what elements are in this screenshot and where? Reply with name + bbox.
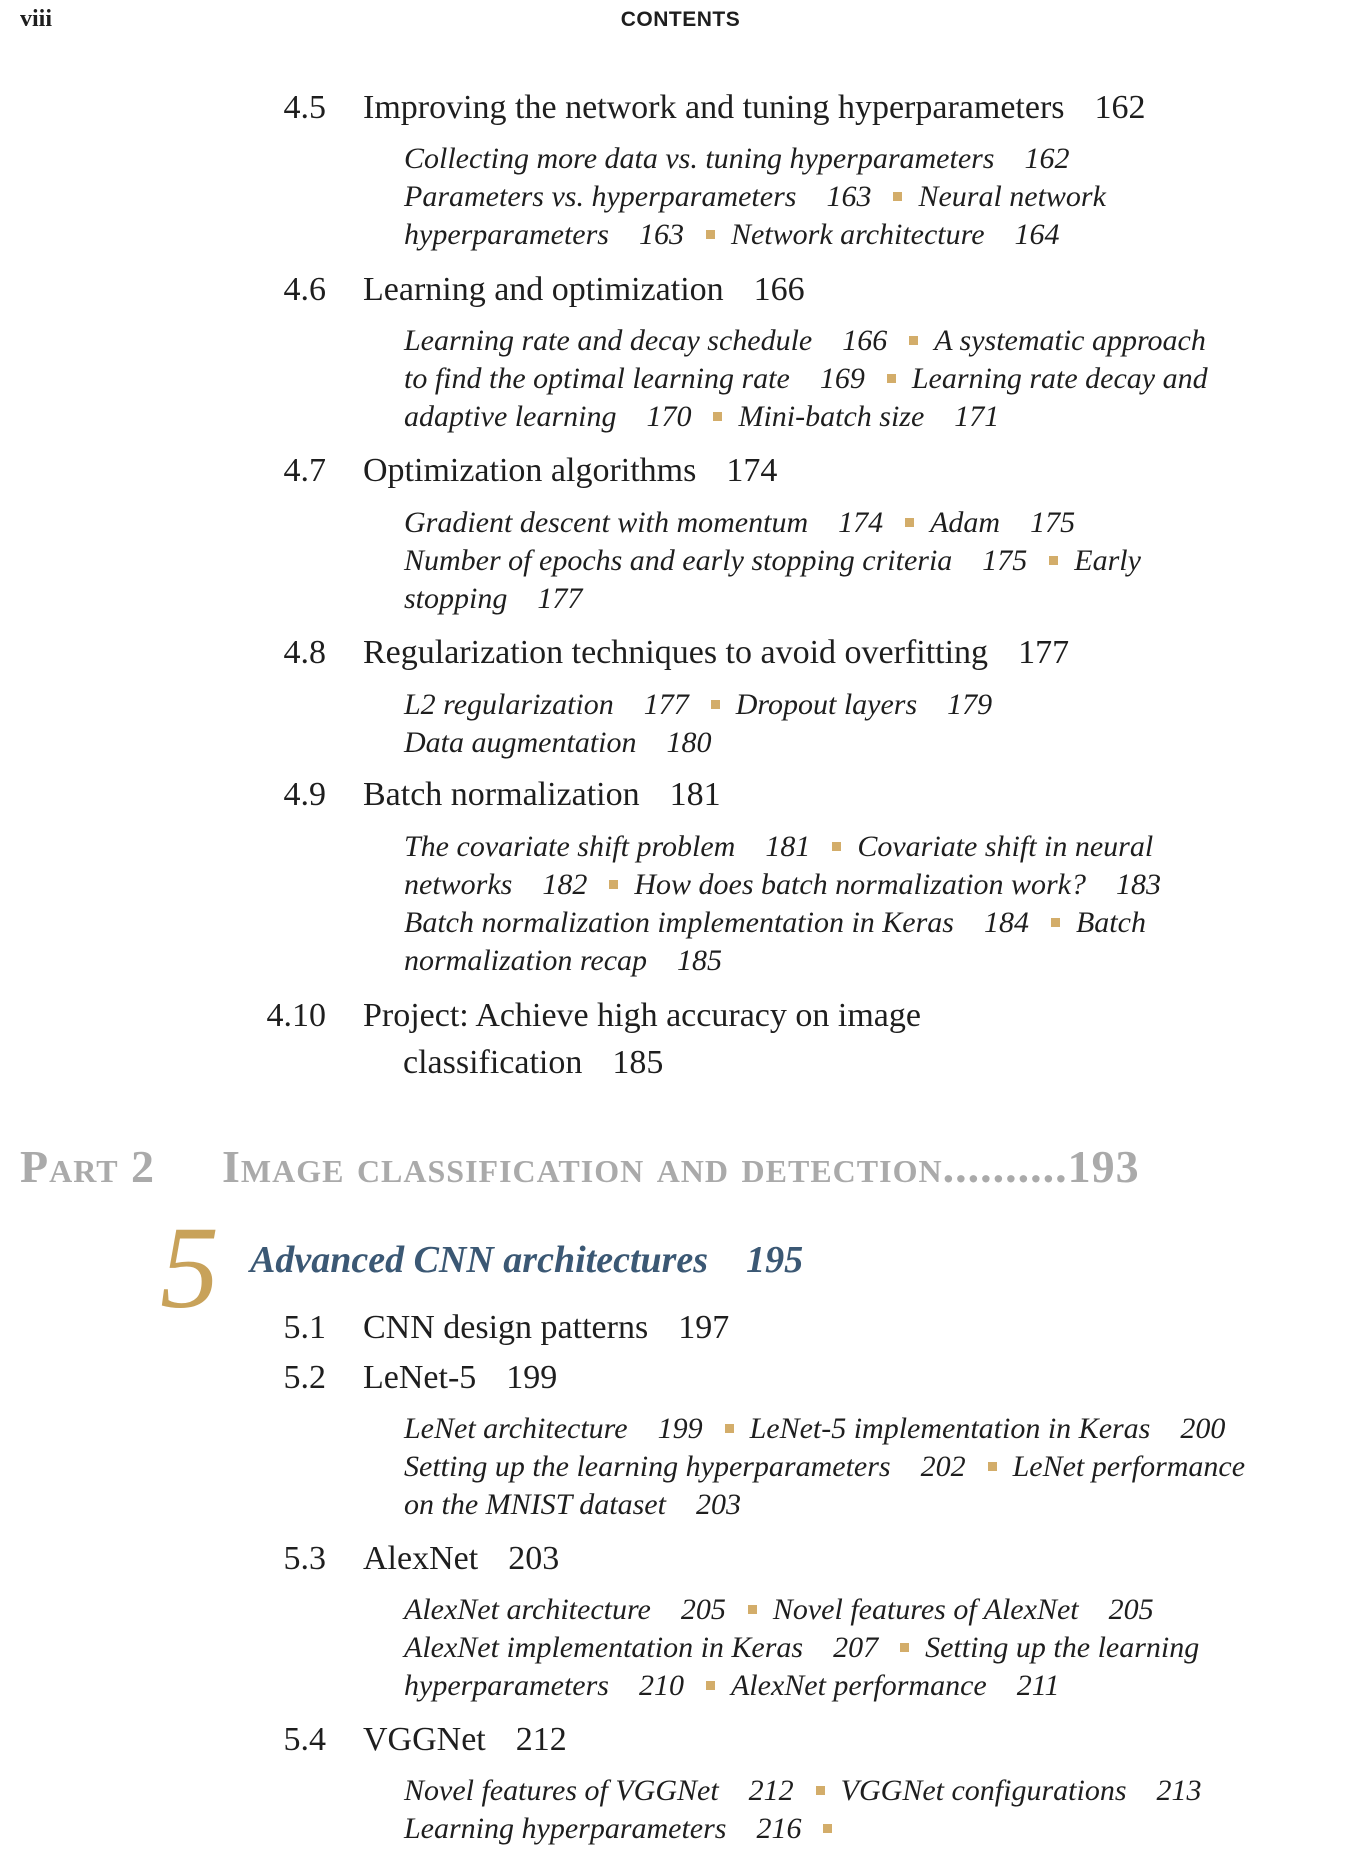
separator-bullet xyxy=(725,1424,734,1433)
subsection-title: Early xyxy=(1074,544,1141,577)
toc-section xyxy=(0,1720,1361,1760)
section-page: 197 xyxy=(678,1309,730,1346)
separator-bullet xyxy=(1049,556,1058,565)
running-header: CONTENTS xyxy=(620,8,741,31)
subsection-title: Learning rate and decay schedule xyxy=(404,324,813,357)
subsection-line xyxy=(404,216,1106,254)
section-title xyxy=(363,775,721,815)
subsection-page: 213 xyxy=(1156,1774,1202,1807)
subsection-title: adaptive learning xyxy=(404,400,617,433)
subsection-line xyxy=(404,724,992,762)
subsection-line xyxy=(404,1486,1245,1524)
subsection-page: 207 xyxy=(833,1631,879,1664)
part-dot-leader: .......... xyxy=(942,1141,1068,1192)
subsection-page: 163 xyxy=(826,180,872,213)
subsection-page: 162 xyxy=(1024,142,1070,175)
subsection-list xyxy=(404,686,992,762)
subsection-page: 205 xyxy=(1108,1593,1154,1626)
section-title-text: CNN design patterns xyxy=(363,1309,649,1346)
section-number: 4.10 xyxy=(266,997,326,1034)
subsection-title: Dropout layers xyxy=(735,688,918,721)
subsection-line xyxy=(404,942,1161,980)
subsection-title: AlexNet architecture xyxy=(404,1593,651,1626)
subsection-line xyxy=(404,140,1106,178)
section-title xyxy=(363,633,1069,673)
section-page: 181 xyxy=(669,776,721,813)
section-page: 185 xyxy=(612,1044,664,1081)
toc-section xyxy=(0,1308,1361,1348)
subsection-title: Learning rate decay and xyxy=(911,362,1208,395)
section-page: 203 xyxy=(508,1540,560,1577)
subsection-title: AlexNet implementation in Keras xyxy=(404,1631,804,1664)
section-title xyxy=(363,451,777,491)
separator-bullet xyxy=(900,1643,909,1652)
subsection-title: Setting up the learning xyxy=(925,1631,1200,1664)
subsection-title: VGGNet configurations xyxy=(840,1774,1127,1807)
subsection-title: Covariate shift in neural xyxy=(857,830,1154,863)
subsection-page: 174 xyxy=(838,506,884,539)
section-title-text: classification xyxy=(403,1044,583,1081)
subsection-page: 179 xyxy=(947,688,993,721)
subsection-page: 216 xyxy=(756,1812,802,1845)
subsection-page: 203 xyxy=(695,1488,741,1521)
toc-section xyxy=(0,775,1361,815)
page-number: viii xyxy=(20,6,53,32)
subsection-title: Parameters vs. hyperparameters xyxy=(404,180,797,213)
toc-section xyxy=(0,88,1361,128)
subsection-title: Neural network xyxy=(918,180,1106,213)
subsection-line xyxy=(404,1629,1199,1667)
separator-bullet xyxy=(988,1462,997,1471)
section-title-text: Regularization techniques to avoid overfitting xyxy=(363,634,989,671)
subsection-title: LeNet architecture xyxy=(404,1412,628,1445)
separator-bullet xyxy=(823,1824,832,1833)
subsection-page: 164 xyxy=(1014,218,1060,251)
toc-section xyxy=(0,633,1361,673)
subsection-page: 185 xyxy=(677,944,723,977)
subsection-title: How does batch normalization work? xyxy=(634,868,1086,901)
subsection-line xyxy=(404,398,1208,436)
section-title-text: Project: Achieve high accuracy on image xyxy=(363,997,921,1034)
subsection-page: 169 xyxy=(819,362,865,395)
subsection-page: 171 xyxy=(954,400,1000,433)
subsection-list xyxy=(404,504,1141,618)
subsection-title: networks xyxy=(404,868,513,901)
subsection-page: 177 xyxy=(537,582,583,615)
section-number: 4.7 xyxy=(283,452,326,489)
section-title-continuation xyxy=(403,1043,663,1083)
subsection-title: hyperparameters xyxy=(404,1669,609,1702)
subsection-title: Learning hyperparameters xyxy=(404,1812,727,1845)
subsection-title: Gradient descent with momentum xyxy=(404,506,809,539)
subsection-list xyxy=(404,1410,1245,1524)
subsection-title: Novel features of VGGNet xyxy=(404,1774,719,1807)
section-page: 174 xyxy=(726,452,778,489)
separator-bullet xyxy=(1051,918,1060,927)
subsection-line xyxy=(404,866,1161,904)
subsection-title: Novel features of AlexNet xyxy=(772,1593,1079,1626)
section-number: 4.9 xyxy=(283,776,326,813)
section-page: 177 xyxy=(1018,634,1070,671)
subsection-line xyxy=(404,828,1161,866)
subsection-line xyxy=(404,1410,1245,1448)
part-page: 193 xyxy=(1067,1141,1140,1192)
subsection-title: hyperparameters xyxy=(404,218,609,251)
subsection-line xyxy=(404,360,1208,398)
separator-bullet xyxy=(887,374,896,383)
subsection-title: Mini-batch size xyxy=(738,400,925,433)
subsection-page: 170 xyxy=(646,400,692,433)
subsection-title: AlexNet performance xyxy=(730,1669,987,1702)
chapter-number: 5 xyxy=(160,1202,219,1333)
subsection-line xyxy=(404,1591,1199,1629)
chapter-title xyxy=(250,1238,803,1282)
subsection-title: on the MNIST dataset xyxy=(404,1488,666,1521)
separator-bullet xyxy=(893,192,902,201)
subsection-title: Data augmentation xyxy=(404,726,637,759)
section-title-text: Optimization algorithms xyxy=(363,452,697,489)
section-title-text: AlexNet xyxy=(363,1540,479,1577)
separator-bullet xyxy=(905,518,914,527)
toc-section xyxy=(0,451,1361,491)
section-title xyxy=(363,1358,557,1398)
subsection-line xyxy=(404,904,1161,942)
subsection-page: 163 xyxy=(638,218,684,251)
section-title-text: VGGNet xyxy=(363,1721,486,1758)
section-title-text: Improving the network and tuning hyperparameters xyxy=(363,89,1065,126)
part-title: Image classification and detection xyxy=(222,1141,943,1192)
subsection-line xyxy=(404,542,1141,580)
toc-section xyxy=(0,996,1361,1036)
subsection-page: 175 xyxy=(1030,506,1076,539)
section-number: 4.6 xyxy=(283,271,326,308)
section-number: 5.3 xyxy=(283,1540,326,1577)
subsection-page: 177 xyxy=(643,688,689,721)
section-number: 4.8 xyxy=(283,634,326,671)
section-page: 199 xyxy=(506,1359,558,1396)
subsection-page: 166 xyxy=(842,324,888,357)
subsection-line xyxy=(404,1667,1199,1705)
section-page: 166 xyxy=(753,271,805,308)
section-number: 5.2 xyxy=(283,1359,326,1396)
subsection-line xyxy=(404,322,1208,360)
subsection-line xyxy=(404,686,992,724)
part-label: Part 2 xyxy=(20,1141,156,1192)
subsection-line xyxy=(404,1810,1202,1848)
separator-bullet xyxy=(706,230,715,239)
subsection-page: 184 xyxy=(983,906,1029,939)
subsection-line xyxy=(404,580,1141,618)
subsection-page: 210 xyxy=(638,1669,684,1702)
section-number: 5.1 xyxy=(283,1309,326,1346)
section-title xyxy=(363,1539,559,1579)
section-title xyxy=(363,88,1146,128)
subsection-title: The covariate shift problem xyxy=(404,830,736,863)
subsection-page: 182 xyxy=(542,868,588,901)
separator-bullet xyxy=(609,880,618,889)
subsection-title: L2 regularization xyxy=(404,688,614,721)
toc-section-continuation xyxy=(0,1043,1361,1083)
section-page: 212 xyxy=(515,1721,567,1758)
subsection-line xyxy=(404,1448,1245,1486)
separator-bullet xyxy=(909,336,918,345)
subsection-page: 180 xyxy=(666,726,712,759)
subsection-title: to find the optimal learning rate xyxy=(404,362,790,395)
subsection-list xyxy=(404,828,1161,980)
subsection-page: 212 xyxy=(748,1774,794,1807)
subsection-title: Number of epochs and early stopping criteria xyxy=(404,544,953,577)
subsection-list xyxy=(404,322,1208,436)
subsection-page: 175 xyxy=(982,544,1028,577)
section-title xyxy=(363,996,921,1036)
subsection-line xyxy=(404,178,1106,216)
subsection-list xyxy=(404,1772,1202,1848)
subsection-title: LeNet performance xyxy=(1012,1450,1246,1483)
separator-bullet xyxy=(713,412,722,421)
separator-bullet xyxy=(711,700,720,709)
subsection-title: Setting up the learning hyperparameters xyxy=(404,1450,891,1483)
section-title xyxy=(363,1308,729,1348)
subsection-title: Collecting more data vs. tuning hyperparameters xyxy=(404,142,995,175)
section-page: 162 xyxy=(1094,89,1146,126)
toc-section xyxy=(0,270,1361,310)
toc-section xyxy=(0,1358,1361,1398)
subsection-title: LeNet-5 implementation in Keras xyxy=(749,1412,1151,1445)
toc-section xyxy=(0,1539,1361,1579)
subsection-page: 211 xyxy=(1016,1669,1060,1702)
section-title-text: Batch normalization xyxy=(363,776,640,813)
subsection-title: normalization recap xyxy=(404,944,648,977)
section-number: 5.4 xyxy=(283,1721,326,1758)
part-heading xyxy=(20,1140,1330,1194)
section-title xyxy=(363,1720,567,1760)
subsection-page: 199 xyxy=(657,1412,703,1445)
section-title xyxy=(363,270,805,310)
subsection-page: 205 xyxy=(680,1593,726,1626)
section-title-text: LeNet-5 xyxy=(363,1359,477,1396)
subsection-page: 202 xyxy=(920,1450,966,1483)
subsection-title: A systematic approach xyxy=(934,324,1206,357)
section-title-text: Learning and optimization xyxy=(363,271,724,308)
subsection-title: Batch xyxy=(1075,906,1146,939)
separator-bullet xyxy=(748,1605,757,1614)
chapter-page: 195 xyxy=(746,1239,804,1281)
subsection-page: 200 xyxy=(1180,1412,1226,1445)
subsection-title: stopping xyxy=(404,582,508,615)
subsection-line xyxy=(404,504,1141,542)
subsection-page: 181 xyxy=(765,830,811,863)
separator-bullet xyxy=(706,1681,715,1690)
separator-bullet xyxy=(832,842,841,851)
section-number: 4.5 xyxy=(283,89,326,126)
subsection-line xyxy=(404,1772,1202,1810)
subsection-title: Network architecture xyxy=(730,218,985,251)
subsection-title: Batch normalization implementation in Keras xyxy=(404,906,954,939)
subsection-list xyxy=(404,140,1106,254)
subsection-title: Adam xyxy=(930,506,1001,539)
separator-bullet xyxy=(816,1786,825,1795)
chapter-title-text: Advanced CNN architectures xyxy=(250,1239,709,1281)
subsection-list xyxy=(404,1591,1199,1705)
subsection-page: 183 xyxy=(1116,868,1161,901)
